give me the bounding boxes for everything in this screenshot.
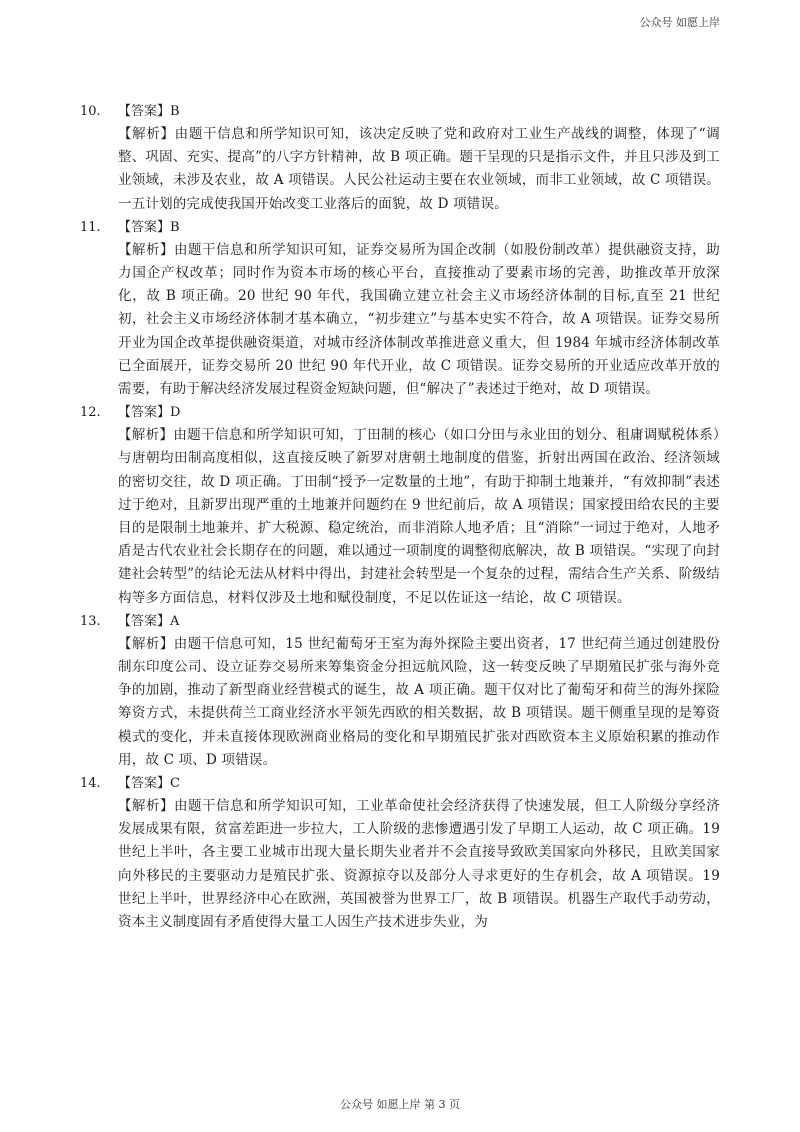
page-header: 公众号 如愿上岸 [639,16,720,29]
question-number: 10. [80,104,101,119]
answer-line [80,610,720,633]
answer-line [80,216,720,239]
question-item-13 [80,610,720,772]
answer-label: 【答案】C [118,776,180,792]
explanation-text: 【解析】由题干信息可知，15 世纪葡萄牙王室为海外探险主要出资者，17 世纪荷兰通过创建股份制东印度公司、设立证券交易所来筹集资金分担远航风险，这一转变反映了早期殖民扩张与海外竞争的加剧，推动了新型商业经营模式的诞生，故 A 项正确。题干仅对比了葡萄牙和荷兰的海外探险筹资方式，未提供荷兰工商业经济水平领先西欧的相关数据，故 B 项错误。题干侧重呈现的是筹资模式的变化，并未直接体现欧洲商业格局的变化和早期殖民扩张对西欧资本主义原始积累的推动作用，故 C 项、D 项错误。 [118,635,720,768]
question-item-14 [80,772,720,934]
question-item-10 [80,100,720,216]
answer-line [80,100,720,123]
answer-explanations [80,100,720,934]
answer-line [80,772,720,795]
question-number: 11. [80,219,101,235]
explanation-text: 【解析】由题干信息和所学知识可知，丁田制的核心（如口分田与永业田的划分、租庸调赋税体系）与唐朝均田制高度相似，这直接反映了新罗对唐朝土地制度的借鉴，折射出两国在政治、经济领域的密切交往，故 D 项正确。丁田制“授予一定数量的土地”，有助于抑制土地兼并，“有效抑制”表述过于绝对，且新罗出现严重的土地兼并问题约在 9 世纪前后，故 A 项错误；国家授田给农民的主要目的是限制土地兼并、扩大税源、稳定统治，而非消除人地矛盾；且“消除”一词过于绝对，人地矛盾是古代农业社会长期存在的问题，难以通过一项制度的调整彻底解决，故 B 项错误。“实现了向封建社会转型”的结论无法从材料中得出，封建社会转型是一个复杂的过程，需结合生产关系、阶级结构等多方面信息，材料仅涉及土地和赋役制度，不足以佐证这一结论，故 C 项错误。 [118,427,720,606]
explanation-text: 【解析】由题干信息和所学知识可知，证券交易所为国企改制（如股份制改革）提供融资支持，助力国企产权改革；同时作为资本市场的核心平台，直接推动了要素市场的完善，助推改革开放深化，故 B 项正确。20 世纪 90 年代，我国确立建立社会主义市场经济体制的目标,直至 21 世纪初，社会主义市场经济体制才基本确立，“初步建立”与基本史实不符合，故 A 项错误。证券交易所开业为国企改革提供融资渠道，对城市经济体制改革推进意义重大，但 1984 年城市经济体制改革已全面展开，证券交易所 20 世纪 90 年代开业，故 C 项错误。证券交易所的开业适应改革开放的需要，有助于解决经济发展过程资金短缺问题，但“解决了”表述过于绝对，故 D 项错误。 [118,241,720,398]
question-item-12 [80,401,720,610]
answer-label: 【答案】B [118,104,180,119]
explanation-text: 【解析】由题干信息和所学知识可知，该决定反映了党和政府对工业生产战线的调整，体现了“调整、巩固、充实、提高”的八字方针精神，故 B 项正确。题干呈现的只是指示文件，并且只涉及到工业领域，未涉及农业，故 A 项错误。人民公社运动主要在农业领域，而非工业领域，故 C 项错误。一五计划的完成使我国开始改变工业落后的面貌，故 D 项错误。 [118,126,720,212]
answer-label: 【答案】A [118,613,180,629]
question-number: 13. [80,613,101,629]
answer-label: 【答案】D [118,405,181,421]
question-number: 14. [80,776,101,792]
answer-line [80,401,720,424]
page-footer: 公众号 如愿上岸 第 3 页 [340,1098,460,1111]
answer-label: 【答案】B [118,219,180,235]
question-number: 12. [80,405,101,421]
question-item-11 [80,216,720,401]
explanation-text: 【解析】由题干信息和所学知识可知，工业革命使社会经济获得了快速发展，但工人阶级分享经济发展成果有限，贫富差距进一步拉大，工人阶级的悲惨遭遇引发了早期工人运动，故 C 项正确。19 世纪上半叶，各主要工业城市出现大量长期失业者并不会直接导致欧美国家向外移民，且欧美国家向外移民的主要驱动力是殖民扩张、资源掠夺以及部分人寻求更好的生存机会，故 A 项错误。19 世纪上半叶，世界经济中心在欧洲，英国被誉为世界工厂，故 B 项错误。机器生产取代手动劳动，资本主义制度固有矛盾使得大量工人因生产技术进步失业，为 [118,798,720,931]
